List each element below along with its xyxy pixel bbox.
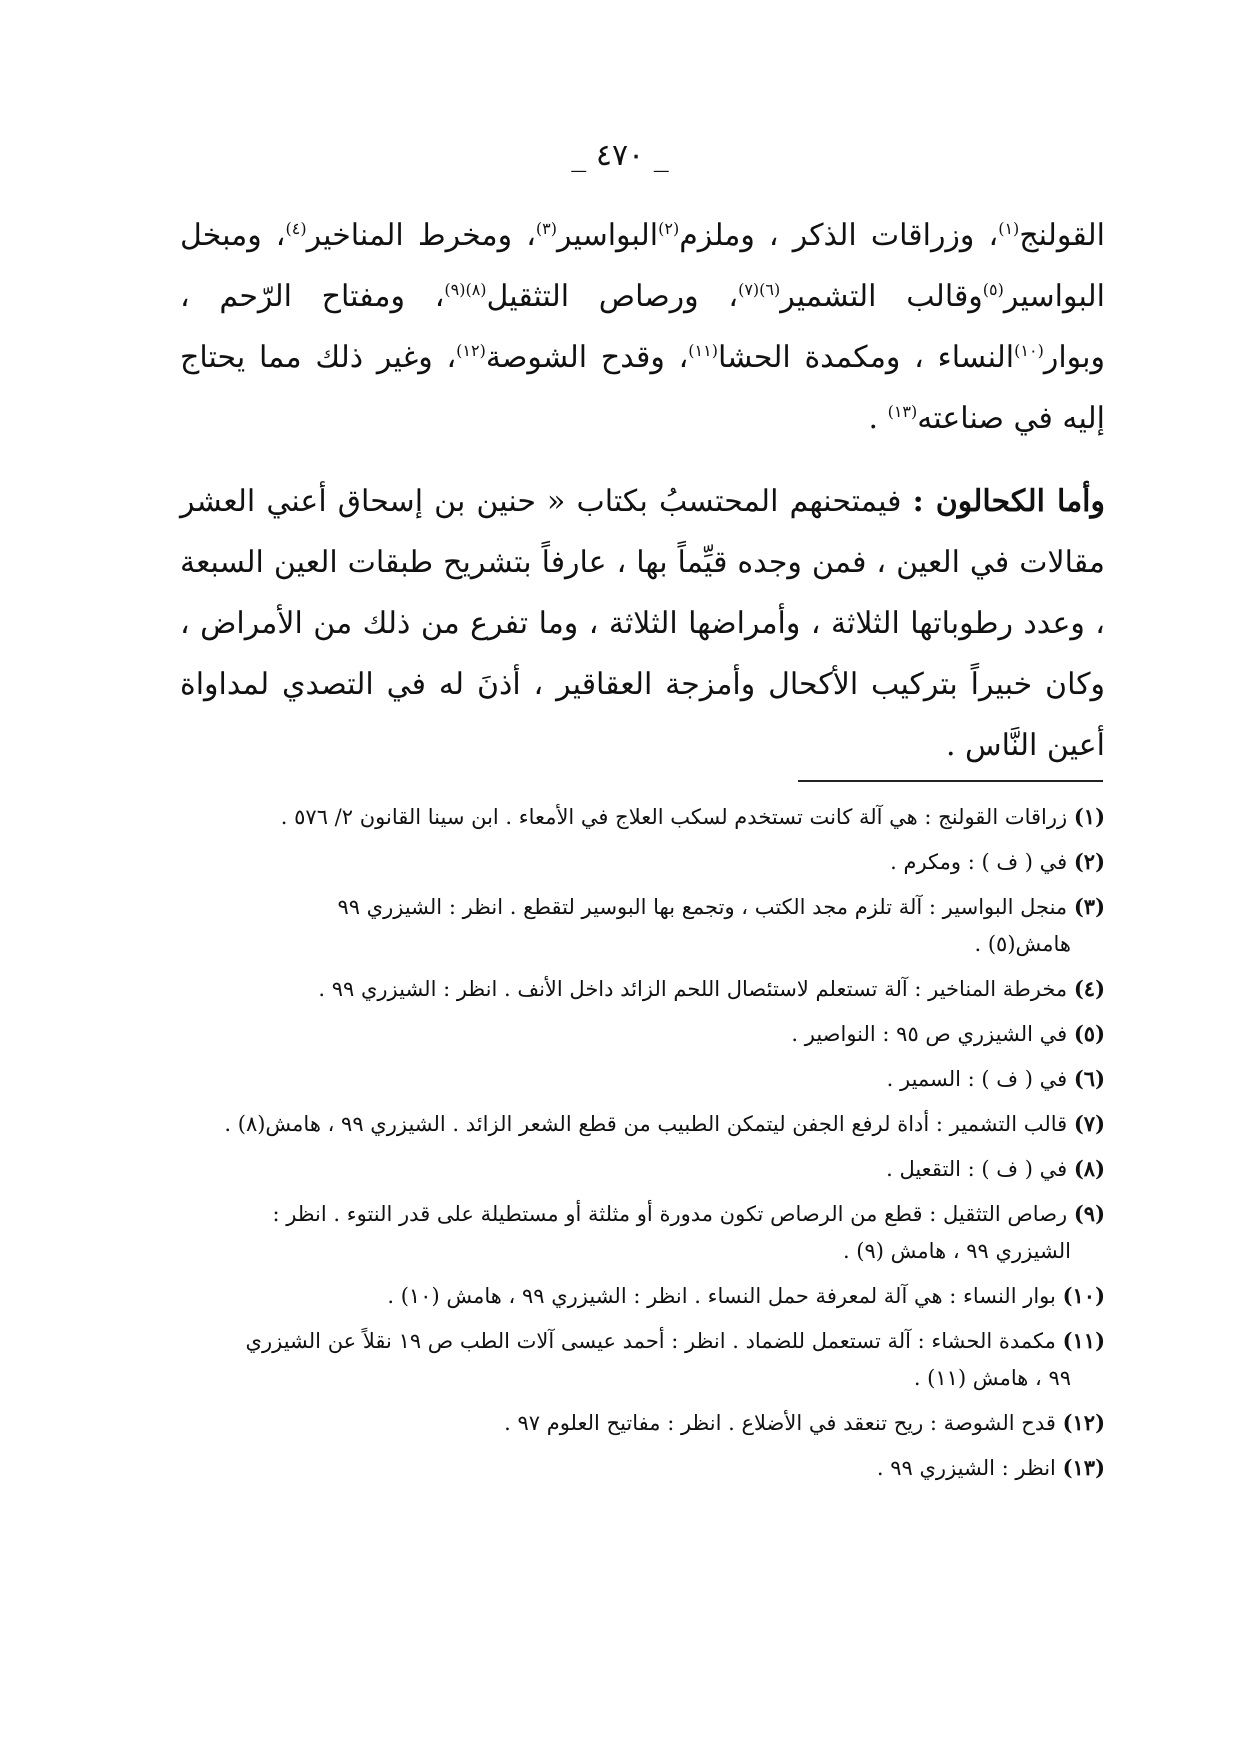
footnote-number: (٤) [1073, 976, 1105, 1001]
footnote-text: رصاص التثقيل : قطع من الرصاص تكون مدورة أو مثلثة أو مستطيلة على قدر النتوء . انظر : [272, 1202, 1074, 1226]
footnote-text: منجل البواسير : آلة تلزم مجد الكتب ، وتجمع بها البوسير لتقطع . انظر : الشيزري ٩٩ [337, 895, 1074, 919]
footnote-reference: (١٢) [456, 341, 486, 360]
footnote-reference: (١٠) [1014, 341, 1044, 360]
footnote-text: انظر : الشيزري ٩٩ . [876, 1456, 1063, 1480]
footnote-text: في الشيزري ص ٩٥ : النواصير . [791, 1022, 1074, 1046]
footnote-continuation: ٩٩ ، هامش (١١) . [913, 1366, 1071, 1390]
footnote-item [180, 843, 1105, 881]
footnote-text: في ( ف ) : التقعيل . [886, 1157, 1074, 1181]
footnote-text: قدح الشوصة : ريح تنعقد في الأضلاع . انظر : مفاتيح العلوم ٩٧ . [504, 1411, 1063, 1435]
footnotes-list [180, 798, 1105, 1494]
main-text [180, 205, 1105, 776]
paragraph-1-segment: ، وزراقات الذكر ، وملزم [679, 218, 999, 253]
footnote-item [180, 798, 1105, 836]
paragraph-1-segment: البواسير [556, 218, 659, 253]
paragraph-1-segment: ، وقدح الشوصة [485, 340, 689, 375]
footnote-reference: (٣) [535, 219, 557, 238]
footnote-reference: (٢) [658, 219, 680, 238]
footnote-number: (١٠) [1062, 1283, 1105, 1308]
footnote-number: (١٢) [1062, 1410, 1105, 1435]
footnote-number: (٩) [1073, 1201, 1105, 1226]
footnote-number: (١١) [1062, 1328, 1105, 1353]
footnote-number: (٨) [1073, 1156, 1105, 1181]
footnote-text: في ( ف ) : ومكرم . [890, 850, 1074, 874]
footnote-item [180, 1105, 1105, 1143]
footnote-continuation: الشيزري ٩٩ ، هامش (٩) . [842, 1239, 1071, 1263]
paragraph-1-segment: ، ومخرط المناخير [306, 218, 536, 253]
footnote-item [180, 1404, 1105, 1442]
paragraph-2-text: فيمتحنهم المحتسبُ بكتاب « حنين بن إسحاق أعني العشر مقالات في العين ، فمن وجده قيِّماً بها ، عارفاً بتشريح طبقات العين السبعة ، وعدد رطوباتها الثلاثة ، وأمراضها الثلاثة ، وما تفرع من ذلك من الأمراض ، وكان خبيراً بتركيب الأكحال وأمزجة العقاقير ، أذنَ له في التصدي لمداواة أعين النَّاس . [180, 484, 1105, 763]
footnote-item [180, 1277, 1105, 1315]
paragraph-1-segment: ، ومبخل البواسير [180, 218, 1105, 314]
footnote-text: في ( ف ) : السمير . [886, 1067, 1074, 1091]
paragraph-2 [180, 471, 1105, 776]
footnote-divider [798, 780, 1103, 782]
footnote-reference: (٨)(٩) [444, 280, 487, 299]
paragraph-2-lead: وأما الكحالون : [912, 484, 1105, 519]
paragraph-1-segment: النساء ، ومكمدة الحشا [717, 340, 1015, 375]
footnote-item [180, 1015, 1105, 1053]
footnote-item [180, 1322, 1105, 1397]
page-number: _ ٤٧٠ _ [571, 138, 669, 173]
paragraph-1-segment: ، وغير ذلك مما يحتاج إليه في صناعته [180, 340, 1105, 436]
footnote-reference: (٤) [285, 219, 307, 238]
footnote-text: مكمدة الحشاء : آلة تستعمل للضماد . انظر : أحمد عيسى آلات الطب ص ١٩ نقلاً عن الشيزري [245, 1329, 1063, 1353]
footnote-reference: (٦)(٧) [738, 280, 781, 299]
paragraph-1-segment: ، ومفتاح الرّحم ، وبوار [180, 279, 1105, 375]
footnote-item [180, 1195, 1105, 1270]
footnote-item [180, 1150, 1105, 1188]
footnote-number: (٥) [1073, 1021, 1105, 1046]
footnote-text: زراقات القولنج : هي آلة كانت تستخدم لسكب العلاج في الأمعاء . ابن سينا القانون ٢/ ٥٧٦ . [280, 805, 1074, 829]
paragraph-1-segment: القولنج [1019, 218, 1106, 253]
footnote-number: (١) [1073, 804, 1105, 829]
footnote-reference: (١١) [688, 341, 718, 360]
footnote-item [180, 888, 1105, 963]
paragraph-1-segment: وقالب التشمير [780, 279, 983, 314]
footnote-reference: (١٣) [887, 402, 918, 421]
paragraph-1-segment: ، ورصاص التثقيل [486, 279, 739, 314]
footnote-number: (١٣) [1062, 1455, 1105, 1480]
footnote-item [180, 1449, 1105, 1487]
footnote-number: (٣) [1073, 894, 1105, 919]
footnote-text: مخرطة المناخير : آلة تستعلم لاستئصال اللحم الزائد داخل الأنف . انظر : الشيزري ٩٩ . [318, 977, 1074, 1001]
footnote-number: (٢) [1073, 849, 1105, 874]
paragraph-1 [180, 205, 1105, 449]
footnote-text: بوار النساء : هي آلة لمعرفة حمل النساء . انظر : الشيزري ٩٩ ، هامش (١٠) . [387, 1284, 1063, 1308]
footnote-reference: (٥) [982, 280, 1004, 299]
footnote-item [180, 970, 1105, 1008]
footnote-number: (٦) [1073, 1066, 1105, 1091]
footnote-number: (٧) [1073, 1111, 1105, 1136]
footnote-text: قالب التشمير : أداة لرفع الجفن ليتمكن الطبيب من قطع الشعر الزائد . الشيزري ٩٩ ، هامش(٨) . [224, 1112, 1074, 1136]
footnote-item [180, 1060, 1105, 1098]
footnote-reference: (١) [998, 219, 1020, 238]
paragraph-1-segment: . [868, 401, 888, 436]
footnote-continuation: هامش(٥) . [974, 932, 1071, 956]
